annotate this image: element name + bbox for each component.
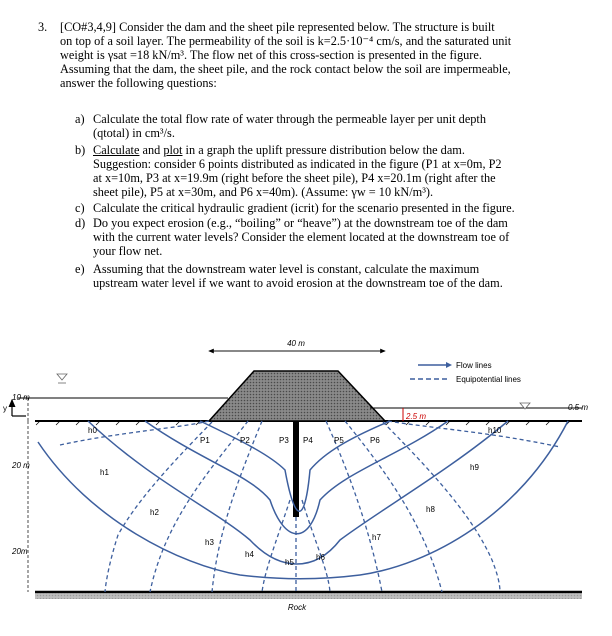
equipotential-lines: [60, 421, 560, 592]
item-a-marker: a): [75, 112, 85, 126]
dam-body: [209, 371, 385, 421]
item-e-marker: e): [75, 262, 85, 276]
item-b-plot: plot: [163, 143, 183, 157]
legend: [410, 361, 521, 384]
intro-line-3: weight is γsat =18 kN/m³. The flow net of this cross-section is presented in the figure.: [60, 48, 482, 62]
upstream-water: [18, 374, 228, 398]
item-e-line-2: upstream water level if we want to avoid erosion at the downstream toe of the dam.: [93, 276, 503, 290]
legend-flow-label: Flow lines: [456, 361, 492, 370]
head-h6: h6: [316, 553, 325, 562]
item-c-marker: c): [75, 201, 85, 215]
item-b-calculate: Calculate: [93, 143, 140, 157]
item-d-line-1: Do you expect erosion (e.g., “boiling” or “heave”) at the downstream toe of the dam: [93, 216, 508, 230]
head-h2: h2: [150, 508, 159, 517]
tailwater-label: 2.5 m: [406, 412, 427, 421]
head-h10: h10: [488, 426, 502, 435]
head-h1: h1: [100, 468, 109, 477]
item-b-line-4: sheet pile), P5 at x=30m, and P6 x=40m). (Assume: γw = 10 kN/m³).: [93, 185, 434, 199]
item-d-marker: d): [75, 216, 86, 230]
item-a-line-1: Calculate the total flow rate of water through the permeable layer per unit depth: [93, 112, 487, 126]
depth-label-2: 20m: [12, 547, 28, 556]
sheet-pile: [293, 421, 299, 517]
head-h7: h7: [372, 533, 381, 542]
item-d-line-2: with the current water levels? Consider the element located at the downstream toe of: [93, 230, 510, 244]
rock-label: Rock: [287, 603, 307, 612]
item-d-line-3: your flow net.: [93, 244, 163, 258]
upstream-height-label: 10 m: [12, 393, 30, 402]
head-h3: h3: [205, 538, 214, 547]
problem-number: 3.: [38, 20, 48, 34]
item-b-line-1: Calculate and plot in a graph the uplift pressure distribution below the dam.: [93, 143, 465, 157]
depth-label-1: 20 m: [12, 461, 30, 470]
item-e-line-1: Assuming that the downstream water level is constant, calculate the maximum: [93, 262, 480, 276]
rock-base: [35, 592, 582, 599]
item-c-line-1: Calculate the critical hydraulic gradient (icrit) for the scenario presented in the figure.: [93, 201, 515, 215]
point-p6: P6: [370, 436, 380, 445]
item-b-line-3: at x=10m, P3 at x=19.9m (right before the sheet pile), P4 x=20.1m (right after the: [93, 171, 496, 185]
intro-line-1: [CO#3,4,9] Consider the dam and the sheet pile represented below. The structure is built: [60, 20, 495, 34]
head-h9: h9: [470, 463, 479, 472]
y-axis-marker: [3, 400, 26, 416]
head-h5: h5: [285, 558, 294, 567]
point-p2: P2: [240, 436, 250, 445]
intro-line-4: Assuming that the dam, the sheet pile, and the rock contact below the soil are impermeable,: [60, 62, 511, 76]
point-p3: P3: [279, 436, 289, 445]
item-b-marker: b): [75, 143, 86, 157]
legend-equi-label: Equipotential lines: [456, 375, 521, 384]
intro-line-2: on top of a soil layer. The permeability of the soil is k=2.5·10⁻⁴ cm/s, and the saturated unit: [60, 34, 512, 48]
head-h4: h4: [245, 550, 254, 559]
point-p1: P1: [200, 436, 210, 445]
width-label: 40 m: [287, 339, 305, 348]
intro-line-5: answer the following questions:: [60, 76, 217, 90]
point-p5: P5: [334, 436, 344, 445]
width-dimension: [209, 339, 385, 351]
small-height-label: 0.5 m: [568, 403, 589, 412]
point-p4: P4: [303, 436, 313, 445]
item-a-line-2: (qtotal) in cm³/s.: [93, 126, 175, 140]
head-h0: h0: [88, 426, 97, 435]
head-h8: h8: [426, 505, 435, 514]
downstream-water: [370, 403, 582, 409]
y-label: y: [3, 404, 7, 413]
item-b-line-2: Suggestion: consider 6 points distributed as indicated in the figure (P1 at x=0m, P2: [93, 157, 502, 171]
